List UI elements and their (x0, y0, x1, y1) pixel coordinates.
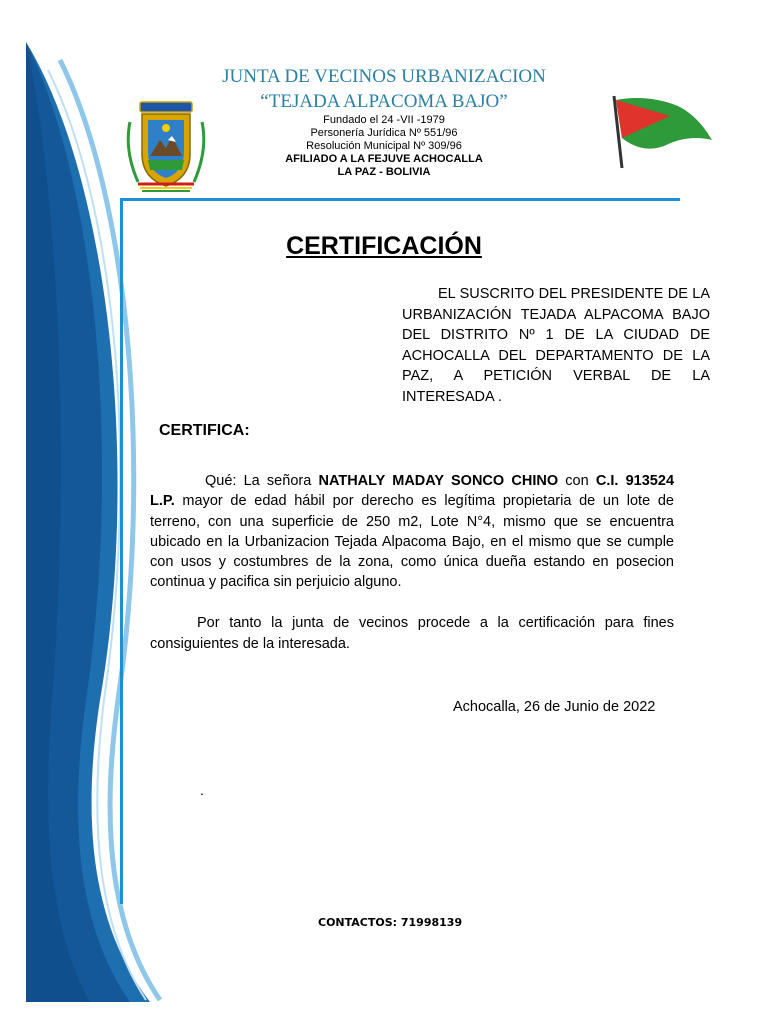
para1-text-1: Qué: La señora (205, 473, 319, 489)
intro-paragraph (402, 284, 710, 407)
accent-bar-vertical (120, 198, 123, 904)
certification-paragraph (150, 471, 674, 593)
legal-status: Personería Jurídica Nº 551/96 (310, 127, 458, 139)
founded-date: Fundado el 24 -VII -1979 (323, 114, 445, 126)
para1-text-2: con (558, 473, 596, 489)
closing-paragraph (150, 613, 674, 654)
intro-text: EL SUSCRITO DEL PRESIDENTE DE LA URBANIZACIÓN TEJADA ALPACOMA BAJO DEL DISTRITO Nº 1 DE LA CIUDAD DE ACHOCALLA DEL DEPARTAMENTO DE LA PAZ, A PETICIÓN VERBAL DE LA INTERESADA . (402, 286, 710, 405)
affiliation: AFILIADO A LA FEJUVE ACHOCALLA (285, 153, 483, 165)
closing-text: Por tanto la junta de vecinos procede a la certificación para fines consiguientes de la interesada. (150, 615, 674, 652)
contact-line: CONTACTOS: 71998139 (318, 916, 463, 929)
municipal-resolution: Resolución Municipal Nº 309/96 (306, 140, 462, 152)
accent-bar-horizontal (120, 198, 680, 201)
certifica-heading: CERTIFICA: (159, 422, 250, 439)
stray-dot: . (200, 782, 204, 798)
location: LA PAZ - BOLIVIA (337, 166, 431, 178)
org-name-line1: JUNTA DE VECINOS URBANIZACION (222, 66, 546, 87)
place-date: Achocalla, 26 de Junio de 2022 (453, 699, 656, 715)
para1-text-3: mayor de edad hábil por derecho es legítima propietaria de un lote de terreno, con una superficie de 250 m2, Lote N°4, mismo que se encuentra ubicado en la Urbanizacion Tejada Alpacoma Bajo, en el mismo que se cumple con usos y costumbres de la zona, como única dueña estando en posecion continua y pacifica sin perjuicio alguno. (150, 493, 674, 591)
owner-name: NATHALY MADAY SONCO CHINO (318, 473, 559, 489)
document-title: CERTIFICACIÓN (286, 232, 482, 260)
id-number: C.I. 913524 L.P. (150, 473, 675, 510)
org-name-line2: “TEJADA ALPACOMA BAJO” (260, 91, 508, 112)
